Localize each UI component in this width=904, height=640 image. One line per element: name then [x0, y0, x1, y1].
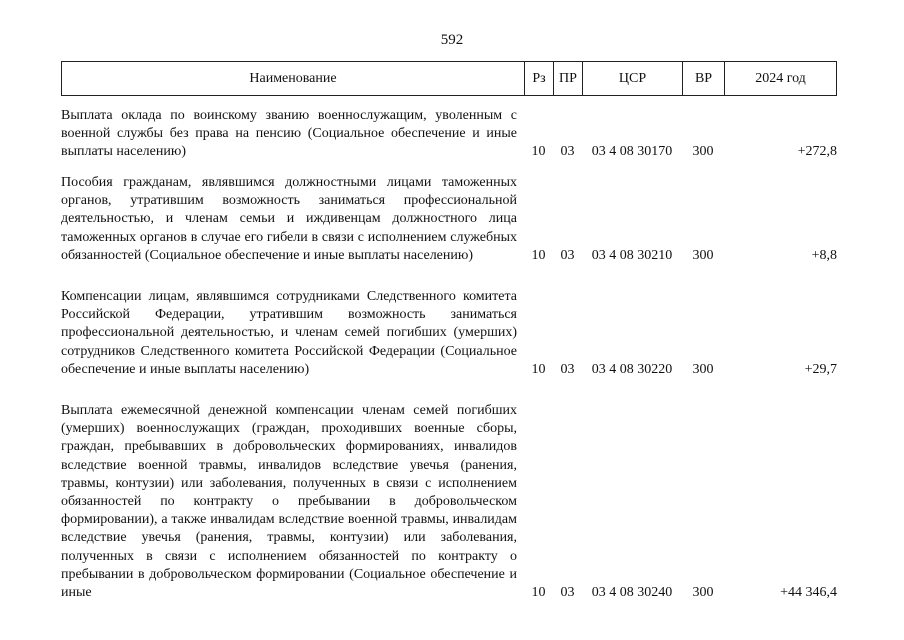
row-csr: 03 4 08 30240	[591, 585, 673, 601]
row-name: Выплата оклада по воинскому званию военнослужащим, уволенным с военной службы без права на пенсию (Социальное обеспечение и иные выплаты населению)	[61, 108, 517, 160]
row-codes	[61, 584, 839, 602]
row-name: Выплата ежемесячной денежной компенсации членам семей погибших (умерших) военнослужащих (граждан, проходивших военные сборы, граждан, пребывавших в добровольческих формированиях, инвалидов вследствие военной травмы, инвалидов вследствие увечья (ранения, травмы, контузии) или заболевания, полученных в связи с исполнением обязанностей по контракту о пребывании в добровольческом формировании), а также инвалидам вследствие военной травмы, инвалидам вследствие увечья (ранения, травмы, контузии) или заболевания, полученных в связи с исполнением обязанностей по контракту о пребывании в добровольческом формировании (Социальное обеспечение и иные	[61, 403, 517, 601]
row-rz: 10	[531, 247, 546, 263]
header-vr: ВР	[683, 62, 725, 95]
row-amount: +272,8	[797, 144, 837, 160]
row-vr: 300	[692, 144, 714, 160]
row-pr: 03	[560, 361, 575, 377]
row-rz: 10	[531, 361, 546, 377]
row-codes	[61, 247, 839, 265]
row-amount: +29,7	[804, 361, 837, 377]
row-vr: 300	[692, 247, 714, 263]
row-amount: +8,8	[811, 247, 837, 263]
row-pr: 03	[560, 247, 575, 263]
row-pr: 03	[560, 585, 575, 601]
row-csr: 03 4 08 30220	[591, 361, 673, 377]
header-name: Наименование	[62, 62, 525, 95]
row-csr: 03 4 08 30170	[591, 144, 673, 160]
row-name: Пособия гражданам, являвшимся должностными лицами таможенных органов, утратившим возможность заниматься профессиональной деятельностью, и членам семьи и иждивенцам должностного лица таможенных органов в случае его гибели в связи с исполнением служебных обязанностей (Социальное обеспечение и иные выплаты населению)	[61, 175, 517, 263]
table-row	[61, 174, 839, 265]
row-codes	[61, 144, 839, 162]
header-rz: Рз	[525, 62, 554, 95]
row-vr: 300	[692, 361, 714, 377]
table-header	[61, 61, 837, 96]
row-name: Компенсации лицам, являвшимся сотрудниками Следственного комитета Российской Федерации, утратившим возможность заниматься профессиональной деятельностью, и членам семей погибших (умерших) сотрудников Следственного комитета Российской Федерации (Социальное обеспечение и иные выплаты населению)	[61, 289, 517, 377]
header-csr: ЦСР	[583, 62, 683, 95]
row-amount: +44 346,4	[780, 585, 837, 601]
header-year: 2024 год	[755, 70, 806, 86]
row-pr: 03	[560, 144, 575, 160]
row-codes	[61, 361, 839, 379]
table-row	[61, 107, 839, 162]
header-pr: ПР	[554, 62, 583, 95]
row-csr: 03 4 08 30210	[591, 247, 673, 263]
table-row	[61, 402, 839, 602]
row-vr: 300	[692, 585, 714, 601]
page-number: 592	[440, 32, 464, 48]
table-row	[61, 288, 839, 379]
row-rz: 10	[531, 144, 546, 160]
row-rz: 10	[531, 585, 546, 601]
